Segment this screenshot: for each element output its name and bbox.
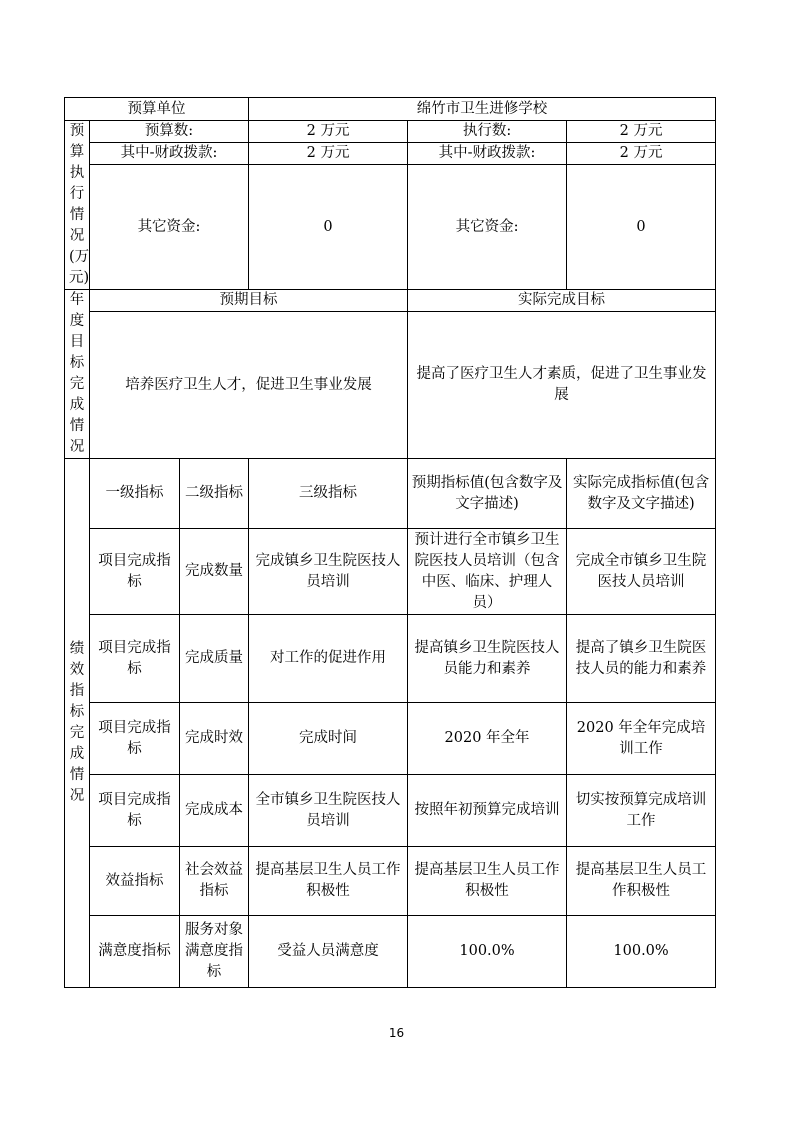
other-funds-row xyxy=(65,165,716,290)
row2-level2: 完成质量 xyxy=(180,615,249,703)
budget-label: 预算数: xyxy=(90,121,249,143)
row2-expected: 提高镇乡卫生院医技人员能力和素养 xyxy=(408,615,567,703)
fiscal-label-2: 其中-财政拨款: xyxy=(408,143,567,165)
row2-actual: 提高了镇乡卫生院医技人员的能力和素养 xyxy=(567,615,716,703)
fiscal-value-2: 2 万元 xyxy=(567,143,716,165)
expected-goal-text: 培养医疗卫生人才，促进卫生事业发展 xyxy=(90,312,408,459)
table-row xyxy=(65,916,716,988)
actual-goal-header: 实际完成目标 xyxy=(408,290,716,312)
table-row xyxy=(65,847,716,916)
table-row xyxy=(65,529,716,615)
page-number: 16 xyxy=(388,1026,405,1040)
fiscal-label-1: 其中-财政拨款: xyxy=(90,143,249,165)
row5-expected: 提高基层卫生人员工作积极性 xyxy=(408,847,567,916)
row6-level2: 服务对象满意度指标 xyxy=(180,916,249,988)
table-row xyxy=(65,775,716,847)
goals-side-label: 年度目标完成情况 xyxy=(65,290,90,459)
other-label-2: 其它资金: xyxy=(408,165,567,290)
unit-value: 绵竹市卫生进修学校 xyxy=(249,98,716,121)
actual-goal-text: 提高了医疗卫生人才素质，促进了卫生事业发展 xyxy=(408,312,716,459)
budget-row xyxy=(65,121,716,143)
expected-goal-header: 预期目标 xyxy=(90,290,408,312)
row5-level3: 提高基层卫生人员工作积极性 xyxy=(249,847,408,916)
fiscal-value-1: 2 万元 xyxy=(249,143,408,165)
row4-expected: 按照年初预算完成培训 xyxy=(408,775,567,847)
unit-row xyxy=(65,98,716,121)
goals-header-row xyxy=(65,290,716,312)
budget-value: 2 万元 xyxy=(249,121,408,143)
other-label-1: 其它资金: xyxy=(90,165,249,290)
row1-level3: 完成镇乡卫生院医技人员培训 xyxy=(249,529,408,615)
performance-header-row xyxy=(65,459,716,529)
header-expected-value: 预期指标值(包含数字及文字描述) xyxy=(408,459,567,529)
row3-level2: 完成时效 xyxy=(180,703,249,775)
other-value-2: 0 xyxy=(567,165,716,290)
row1-level2: 完成数量 xyxy=(180,529,249,615)
row6-actual: 100.0% xyxy=(567,916,716,988)
row5-level2: 社会效益指标 xyxy=(180,847,249,916)
row1-level1: 项目完成指标 xyxy=(90,529,180,615)
other-value-1: 0 xyxy=(249,165,408,290)
row4-level2: 完成成本 xyxy=(180,775,249,847)
row3-level3: 完成时间 xyxy=(249,703,408,775)
row6-level3: 受益人员满意度 xyxy=(249,916,408,988)
header-level2: 二级指标 xyxy=(180,459,249,529)
row4-level1: 项目完成指标 xyxy=(90,775,180,847)
exec-value: 2 万元 xyxy=(567,121,716,143)
row6-expected: 100.0% xyxy=(408,916,567,988)
row1-actual: 完成全市镇乡卫生院医技人员培训 xyxy=(567,529,716,615)
header-actual-value: 实际完成指标值(包含数字及文字描述) xyxy=(567,459,716,529)
row1-expected: 预计进行全市镇乡卫生院医技人员培训（包含中医、临床、护理人员） xyxy=(408,529,567,615)
row2-level1: 项目完成指标 xyxy=(90,615,180,703)
fiscal-row xyxy=(65,143,716,165)
row5-actual: 提高基层卫生人员工作积极性 xyxy=(567,847,716,916)
performance-report-table xyxy=(64,97,716,988)
row3-actual: 2020 年全年完成培训工作 xyxy=(567,703,716,775)
header-level1: 一级指标 xyxy=(90,459,180,529)
row2-level3: 对工作的促进作用 xyxy=(249,615,408,703)
row3-expected: 2020 年全年 xyxy=(408,703,567,775)
budget-side-label: 预算执行情况(万元) xyxy=(65,121,90,290)
header-level3: 三级指标 xyxy=(249,459,408,529)
table-row xyxy=(65,615,716,703)
row6-level1: 满意度指标 xyxy=(90,916,180,988)
row3-level1: 项目完成指标 xyxy=(90,703,180,775)
goals-content-row xyxy=(65,312,716,459)
row5-level1: 效益指标 xyxy=(90,847,180,916)
row4-actual: 切实按预算完成培训工作 xyxy=(567,775,716,847)
performance-side-label: 绩效指标完成情况 xyxy=(65,459,90,988)
row4-level3: 全市镇乡卫生院医技人员培训 xyxy=(249,775,408,847)
table-row xyxy=(65,703,716,775)
unit-label: 预算单位 xyxy=(65,98,249,121)
exec-label: 执行数: xyxy=(408,121,567,143)
